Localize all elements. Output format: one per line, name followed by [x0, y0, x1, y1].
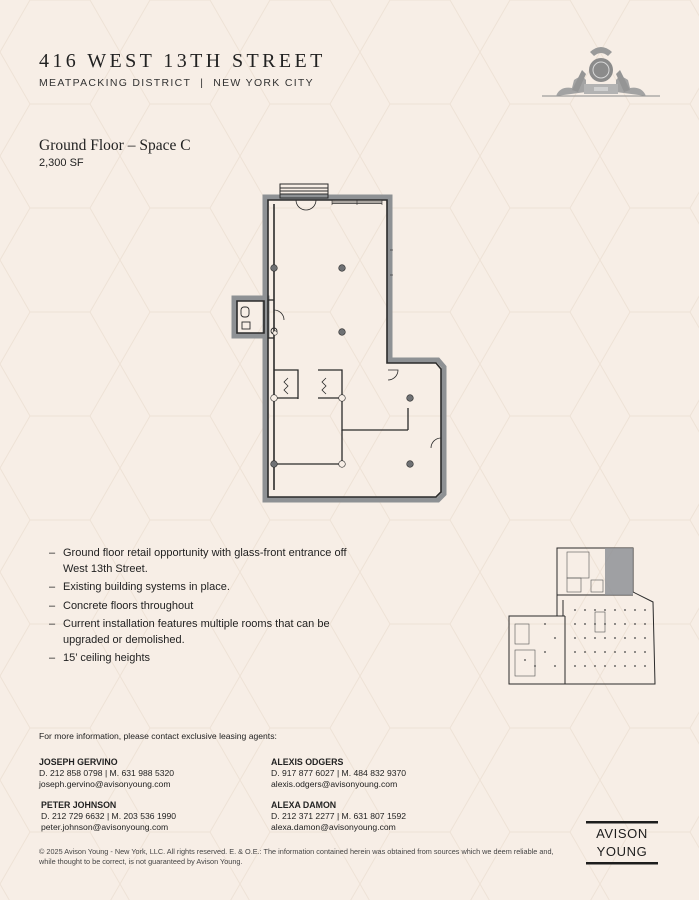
agent-card [271, 800, 406, 833]
key-plan-diagram [505, 540, 663, 688]
agent-card [39, 757, 174, 790]
agent-email[interactable]: peter.johnson@avisonyoung.com [41, 822, 169, 832]
wall-ticks [332, 200, 393, 275]
agent-name: JOSEPH GERVINO [39, 757, 118, 767]
restroom-fixtures [241, 307, 277, 334]
stair-runs [284, 378, 326, 394]
agent-name: ALEXA DAMON [271, 800, 337, 810]
legal-disclaimer: © 2025 Avison Young - New York, LLC. All rights reserved. E. & O.E.: The information contained herein was obtained from sources which we deem reliable and, while thought to be correct, is not guaranteed by Avison Young. [39, 847, 554, 866]
feature-item: – Current installation features multiple rooms that can be upgraded or demolished. [47, 617, 367, 648]
subtitle-separator: | [200, 77, 205, 89]
outer-wall-shadow [234, 197, 444, 500]
agent-email[interactable]: joseph.gervino@avisonyoung.com [39, 779, 171, 789]
agent-card [41, 800, 176, 833]
outer-walls [237, 200, 441, 497]
page-title: 416 WEST 13TH STREET [39, 50, 326, 72]
city-label: NEW YORK CITY [213, 77, 314, 89]
feature-item: – 15’ ceiling heights [47, 651, 367, 667]
agent-email[interactable]: alexis.odgers@avisonyoung.com [271, 779, 398, 789]
feature-item: – Ground floor retail opportunity with glass-front entrance off West 13th Street. [47, 546, 367, 577]
feature-item: – Concrete floors throughout [47, 599, 367, 615]
agent-phone: D. 917 877 6027 | M. 484 832 9370 [271, 768, 407, 778]
brand-line-2: YOUNG [596, 844, 648, 859]
agent-phone: D. 212 371 2277 | M. 631 807 1592 [271, 811, 407, 821]
key-plan-highlight [605, 548, 633, 595]
agent-card [271, 757, 406, 790]
crest-logo-icon [542, 40, 660, 100]
agent-email[interactable]: alexa.damon@avisonyoung.com [271, 822, 396, 832]
space-area: 2,300 SF [39, 157, 84, 169]
brand-line-1: AVISON [596, 826, 648, 841]
agent-name: ALEXIS ODGERS [271, 757, 344, 767]
agent-phone: D. 212 729 6632 | M. 203 536 1990 [41, 811, 177, 821]
location-subtitle [39, 77, 314, 89]
floor-plan-diagram [222, 180, 452, 505]
feature-item: – Existing building systems in place. [47, 580, 367, 596]
avison-young-logo [586, 821, 658, 865]
feature-list [47, 546, 367, 670]
contact-intro: For more information, please contact exclusive leasing agents: [39, 731, 277, 741]
agent-name: PETER JOHNSON [41, 800, 117, 810]
space-title: Ground Floor – Space C [39, 137, 191, 154]
district-label: MEATPACKING DISTRICT [39, 77, 192, 89]
entry-doors [274, 200, 441, 448]
agent-phone: D. 212 858 0798 | M. 631 988 5320 [39, 768, 175, 778]
